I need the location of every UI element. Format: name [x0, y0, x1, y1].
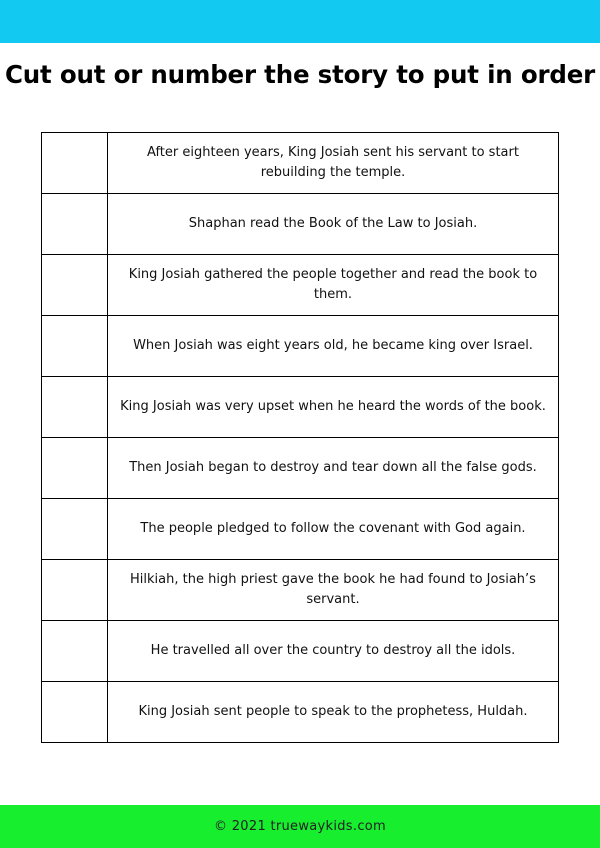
table-row [42, 560, 559, 621]
table-row [42, 682, 559, 743]
table-row [42, 133, 559, 194]
story-sentence: Hilkiah, the high priest gave the book he had found to Josiah’s servant. [108, 560, 559, 621]
header-bar [0, 0, 600, 43]
copyright-text: © 2021 truewaykids.com [214, 819, 386, 834]
table-row [42, 194, 559, 255]
story-sentence: King Josiah gathered the people together and read the book to them. [108, 255, 559, 316]
story-sentence: He travelled all over the country to destroy all the idols. [108, 621, 559, 682]
story-sentence: King Josiah was very upset when he heard the words of the book. [108, 377, 559, 438]
number-box[interactable] [42, 560, 108, 621]
story-sentence: When Josiah was eight years old, he became king over Israel. [108, 316, 559, 377]
table-row [42, 316, 559, 377]
story-sentence: After eighteen years, King Josiah sent his servant to start rebuilding the temple. [108, 133, 559, 194]
story-sentence: The people pledged to follow the covenant with God again. [108, 499, 559, 560]
number-box[interactable] [42, 255, 108, 316]
number-box[interactable] [42, 499, 108, 560]
number-box[interactable] [42, 377, 108, 438]
number-box[interactable] [42, 438, 108, 499]
story-sentence: King Josiah sent people to speak to the prophetess, Huldah. [108, 682, 559, 743]
story-sentence: Shaphan read the Book of the Law to Josiah. [108, 194, 559, 255]
number-box[interactable] [42, 194, 108, 255]
number-box[interactable] [42, 316, 108, 377]
number-box[interactable] [42, 621, 108, 682]
number-box[interactable] [42, 133, 108, 194]
story-order-table [41, 132, 559, 743]
story-sentence: Then Josiah began to destroy and tear down all the false gods. [108, 438, 559, 499]
table-row [42, 499, 559, 560]
number-box[interactable] [42, 682, 108, 743]
page-title: Cut out or number the story to put in order [4, 60, 596, 89]
table-row [42, 438, 559, 499]
table-row [42, 621, 559, 682]
table-row [42, 377, 559, 438]
table-row [42, 255, 559, 316]
footer-bar [0, 805, 600, 848]
